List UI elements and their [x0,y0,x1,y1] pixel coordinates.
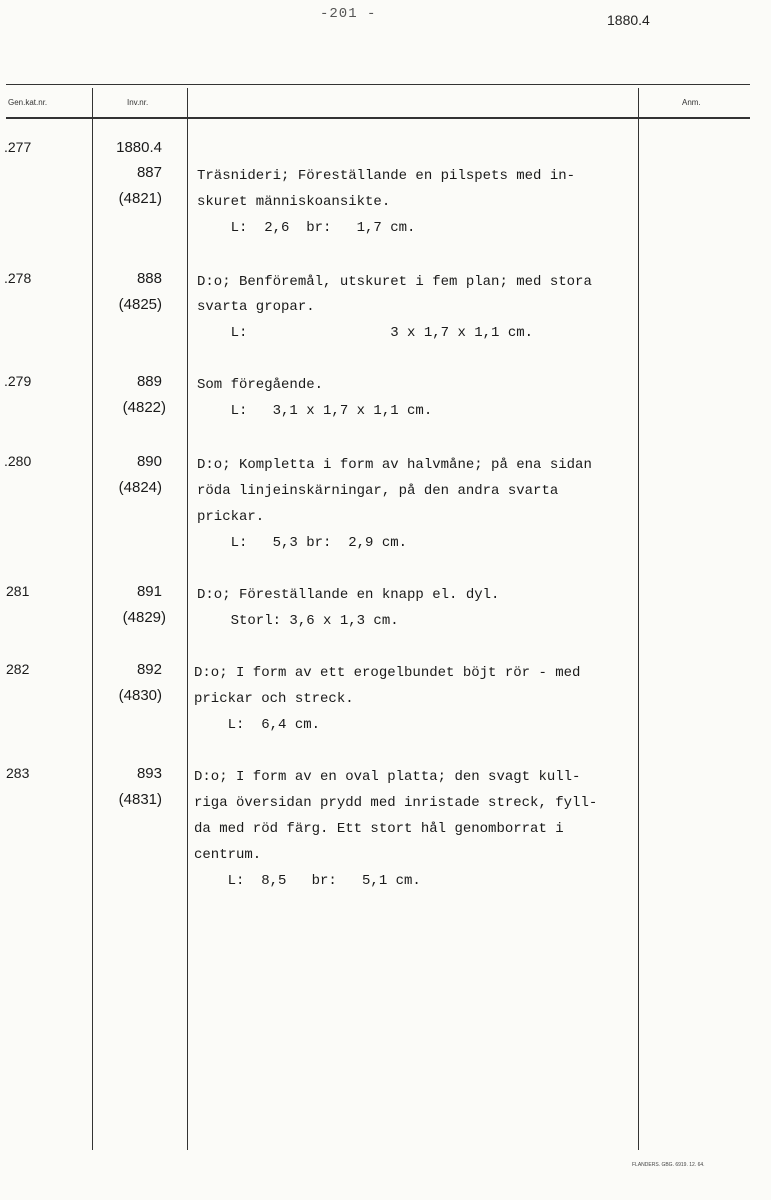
inv-number: 1880.4 [116,139,162,156]
inv-number-old: (4824) [118,479,162,496]
inv-number-old: (4821) [118,190,162,207]
description-line: prickar. [197,509,265,525]
description-line: D:o; I form av ett erogelbundet böjt rör - med [194,665,581,681]
description-line: centrum. [194,847,262,863]
inv-number: 891 [136,583,162,600]
description-line: Som föregående. [197,377,324,393]
gen-number: .278 [4,270,32,286]
inv-number-old: (4830) [118,687,162,704]
measurement-line: L: 8,5 br: 5,1 cm. [194,873,421,889]
measurement-line: L: 3 x 1,7 x 1,1 cm. [197,325,534,341]
measurement-line: Storl: 3,6 x 1,3 cm. [197,613,399,629]
description-line: D:o; Föreställande en knapp el. dyl. [197,587,500,603]
column-divider-3 [638,88,639,1150]
description-line: svarta gropar. [197,299,315,315]
measurement-line: L: 5,3 br: 2,9 cm. [197,535,408,551]
inv-number: 890 [136,453,162,470]
inv-number-old: (4831) [118,791,162,808]
inv-number: 893 [136,765,162,782]
description-line: D:o; I form av en oval platta; den svagt kull- [194,769,581,785]
column-header-inv: Inv.nr. [127,98,149,107]
gen-number: .277 [4,139,32,155]
catalog-year: 1880.4 [607,12,650,28]
gen-number: 283 [6,765,30,781]
description-line: riga översidan prydd med inristade streck, fyll- [194,795,598,811]
description-line: skuret människoansikte. [197,194,391,210]
measurement-line: L: 6,4 cm. [194,717,321,733]
gen-number: .279 [4,373,32,389]
column-header-anm: Anm. [682,98,701,107]
description-line: Träsnideri; Föreställande en pilspets med in- [197,168,576,184]
inv-number: 892 [136,661,162,678]
column-divider-1 [92,88,93,1150]
gen-number: 282 [6,661,30,677]
inv-number-old: (4822) [122,399,166,416]
inv-number: 889 [136,373,162,390]
printer-imprint: FLANDERS. GBG. 6919. 12. 64. [632,1162,705,1168]
description-line: D:o; Kompletta i form av halvmåne; på ena sidan [197,457,592,473]
measurement-line: L: 3,1 x 1,7 x 1,1 cm. [197,403,433,419]
description-line: röda linjeinskärningar, på den andra svarta [197,483,559,499]
inv-number-old: (4829) [122,609,166,626]
description-line: prickar och streck. [194,691,354,707]
measurement-line: L: 2,6 br: 1,7 cm. [197,220,416,236]
inv-number: 887 [136,164,162,181]
description-line: D:o; Benföremål, utskuret i fem plan; med stora [197,274,592,290]
column-divider-2 [187,88,188,1150]
top-rule [6,84,750,85]
gen-number: 281 [6,583,30,599]
description-line: da med röd färg. Ett stort hål genomborrat i [194,821,564,837]
column-header-gen: Gen.kat.nr. [8,98,48,107]
gen-number: .280 [4,453,32,469]
inv-number: 888 [136,270,162,287]
page-number: -201 - [320,6,377,22]
inv-number-old: (4825) [118,296,162,313]
